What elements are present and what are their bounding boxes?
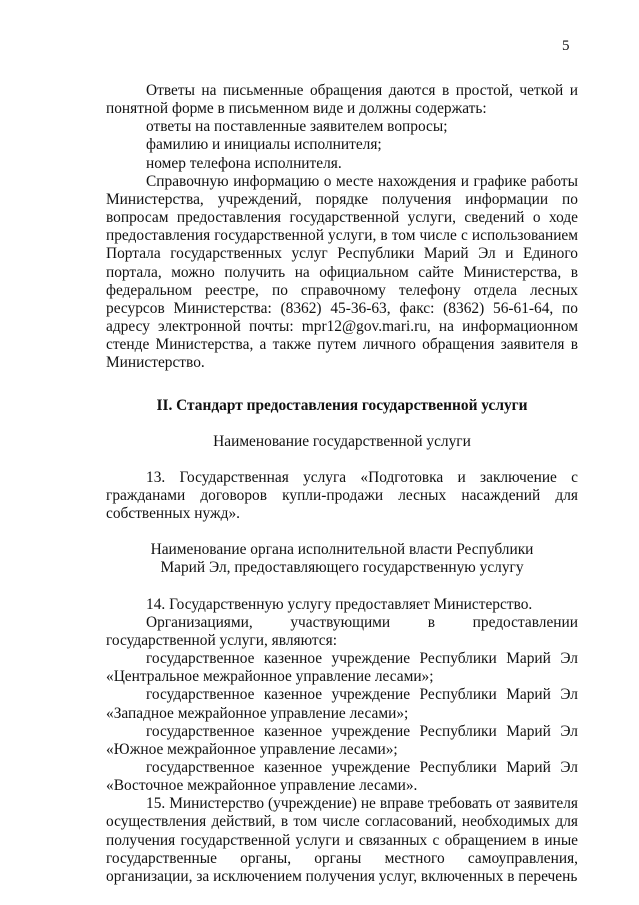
paragraph-reference-info: Справочную информацию о месте нахождения и графике работы Министерства, учреждений, порядке получения информации по вопросам предоставления государственной услуги, сведений о ходе предоставления государственной услуги, в том числе с использованием Портала государственных услуг Республики Марий Эл и Единого портала, можно получить на официальном сайте Министерства, в федеральном реестре, по справочному телефону отдела лесных ресурсов Министерства: (8362) 45-36-63, факс: (8362) 56-61-64, по адресу электронной почты: mpr12@gov.mari.ru, на информационном стенде Министерства, а также путем личного обращения заявителя в Министерство. bbox=[106, 172, 578, 372]
document-body bbox=[106, 82, 578, 886]
paragraph: Ответы на письменные обращения даются в простой, четкой и понятной форме в письменном виде и должны содержать: bbox=[106, 82, 578, 118]
list-item: государственное казенное учреждение Республики Марий Эл «Центральное межрайонное управление лесами»; bbox=[106, 650, 578, 686]
list-item: государственное казенное учреждение Республики Марий Эл «Западное межрайонное управление лесами»; bbox=[106, 686, 578, 722]
subheading-authority-line1: Наименование органа исполнительной власти Республики bbox=[150, 541, 534, 559]
list-item: ответы на поставленные заявителем вопросы; bbox=[146, 118, 448, 136]
list-item: номер телефона исполнителя. bbox=[146, 154, 342, 172]
subheading-authority bbox=[106, 541, 578, 577]
section-title: II. Стандарт предоставления государственной услуги bbox=[156, 396, 528, 414]
list-item: государственное казенное учреждение Республики Марий Эл «Восточное межрайонное управление лесами». bbox=[106, 759, 578, 795]
paragraph-13: 13. Государственная услуга «Подготовка и заключение с гражданами договоров купли-продажи лесных насаждений для собственных нужд». bbox=[106, 468, 578, 523]
paragraph-14: 14. Государственную услугу предоставляет Министерство. bbox=[146, 595, 533, 613]
paragraph-15: 15. Министерство (учреждение) не вправе требовать от заявителя осуществления действий, в том числе согласований, необходимых для получения государственной услуги и связанных с обращением в иные государственные органы, органы местного самоуправления, организации, за исключением получения услуг, включенных в перечень bbox=[106, 795, 578, 885]
subheading-authority-line2: Марий Эл, предоставляющего государственную услугу bbox=[160, 559, 524, 577]
paragraph: Организациями, участвующими в предоставлении государственной услуги, являются: bbox=[106, 613, 578, 649]
subheading-service-name: Наименование государственной услуги bbox=[213, 432, 471, 450]
page-number: 5 bbox=[562, 38, 570, 54]
list-item: государственное казенное учреждение Республики Марий Эл «Южное межрайонное управление лесами»; bbox=[106, 722, 578, 758]
list-item: фамилию и инициалы исполнителя; bbox=[146, 136, 382, 154]
